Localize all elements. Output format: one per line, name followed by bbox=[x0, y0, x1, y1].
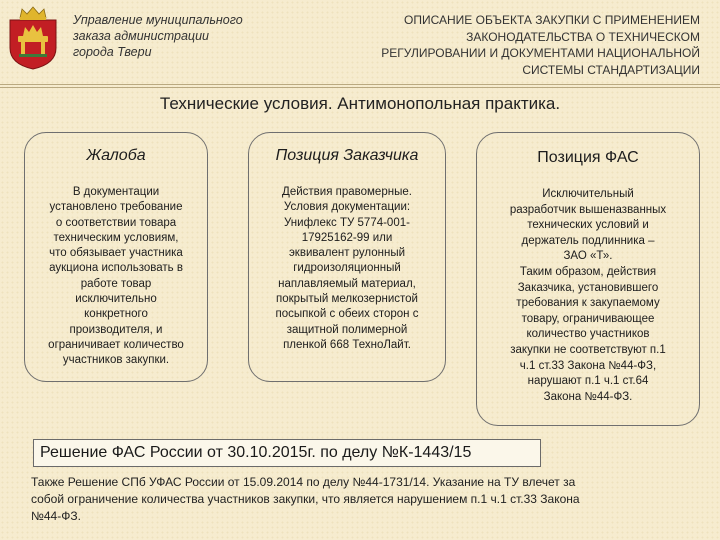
box-text-line: Заказчика, установившего bbox=[517, 281, 659, 294]
org-line: города Твери bbox=[73, 45, 152, 59]
box-text-line: Закона №44-ФЗ. bbox=[543, 390, 633, 403]
org-line: заказа администрации bbox=[73, 29, 209, 43]
box-text-line: наплавляемый материал, bbox=[278, 277, 416, 290]
box-text-line: ЗАО «Т». bbox=[563, 250, 613, 263]
box-text-line: количество участников bbox=[526, 328, 650, 341]
box-text-line: ограничивает количество bbox=[48, 338, 184, 351]
box-text bbox=[483, 187, 693, 405]
divider bbox=[0, 84, 720, 85]
fas-position-box bbox=[476, 132, 700, 426]
box-text-line: работе товар bbox=[80, 277, 152, 290]
box-text-line: Таким образом, действия bbox=[519, 265, 657, 278]
box-text-line: технических условий и bbox=[527, 219, 649, 232]
doc-title-line: РЕГУЛИРОВАНИИ И ДОКУМЕНТАМИ НАЦИОНАЛЬНОЙ bbox=[381, 46, 700, 60]
note-line: №44-ФЗ. bbox=[31, 509, 81, 523]
box-text-line: производителя, и bbox=[69, 323, 163, 336]
box-text-line: аукциона использовать в bbox=[49, 262, 183, 275]
box-text-line: В документации bbox=[72, 186, 160, 198]
box-text-line: нарушают п.1 ч.1 ст.64 bbox=[527, 375, 649, 388]
box-text-line: о соответствии товара bbox=[55, 216, 177, 229]
box-text-line: Действия правомерные. bbox=[282, 186, 412, 198]
box-text-line: исключительно bbox=[75, 293, 157, 306]
note-line: собой ограничение количества участников закупки, что является нарушением п.1 ч.1 ст.33 Закона bbox=[31, 492, 580, 506]
doc-title-line: ОПИСАНИЕ ОБЪЕКТА ЗАКУПКИ С ПРИМЕНЕНИЕМ bbox=[404, 13, 700, 27]
complaint-box bbox=[24, 132, 208, 382]
divider bbox=[0, 87, 720, 88]
fas-decision-banner: Решение ФАС России от 30.10.2015г. по делу №К-1443/15 bbox=[33, 439, 541, 467]
box-text-line: установлено требование bbox=[49, 201, 183, 214]
box-heading: Позиция Заказчика bbox=[275, 147, 419, 164]
box-text-line: участников закупки. bbox=[62, 354, 170, 367]
box-text-line: техническим условиям, bbox=[53, 231, 179, 244]
note-line: Также Решение СПб УФАС России от 15.09.2014 по делу №44-1731/14. Указание на ТУ влечет за bbox=[31, 475, 576, 489]
box-text-line: 17925162-99 или bbox=[301, 231, 393, 244]
doc-title-line: ЗАКОНОДАТЕЛЬСТВА О ТЕХНИЧЕСКОМ bbox=[466, 29, 700, 44]
city-coat-of-arms-icon bbox=[8, 6, 58, 70]
slide-subtitle: Технические условия. Антимонопольная практика. bbox=[159, 94, 561, 113]
document-title bbox=[300, 12, 700, 78]
box-text-line: товару, ограничивающее bbox=[521, 312, 655, 325]
box-text-line: держатель подлинника – bbox=[521, 234, 655, 247]
box-text bbox=[255, 185, 439, 353]
box-text-line: эквивалент рулонный bbox=[288, 247, 406, 260]
additional-note bbox=[31, 474, 691, 525]
box-heading: Позиция ФАС bbox=[537, 149, 639, 166]
doc-title-line: СИСТЕМЫ СТАНДАРТИЗАЦИИ bbox=[522, 62, 700, 77]
box-text-line: закупки не соответствуют п.1 bbox=[510, 343, 666, 356]
box-text-line: что обязывает участника bbox=[49, 247, 183, 260]
box-text-line: конкретного bbox=[84, 308, 148, 321]
box-text-line: защитной полимерной bbox=[286, 323, 408, 336]
org-line: Управление муниципального bbox=[73, 13, 243, 27]
box-text-line: Унифлекс ТУ 5774-001- bbox=[284, 216, 410, 229]
box-heading: Жалоба bbox=[86, 147, 146, 164]
organization-name bbox=[73, 12, 313, 60]
box-text-line: ч.1 ст.33 Закона №44-ФЗ, bbox=[519, 359, 657, 372]
box-text-line: Условия документации: bbox=[283, 201, 411, 214]
box-text-line: гидроизоляционный bbox=[293, 262, 401, 275]
box-text-line: покрытый мелкозернистой bbox=[276, 293, 418, 306]
box-text bbox=[31, 185, 201, 369]
box-text-line: пленкой 668 ТехноЛайт. bbox=[283, 338, 411, 351]
customer-position-box bbox=[248, 132, 446, 382]
box-text-line: посыпкой с обеих сторон с bbox=[275, 308, 419, 321]
box-text-line: разработчик вышеназванных bbox=[509, 203, 667, 216]
box-text-line: Исключительный bbox=[542, 188, 634, 200]
box-text-line: требования к закупаемому bbox=[516, 297, 660, 310]
